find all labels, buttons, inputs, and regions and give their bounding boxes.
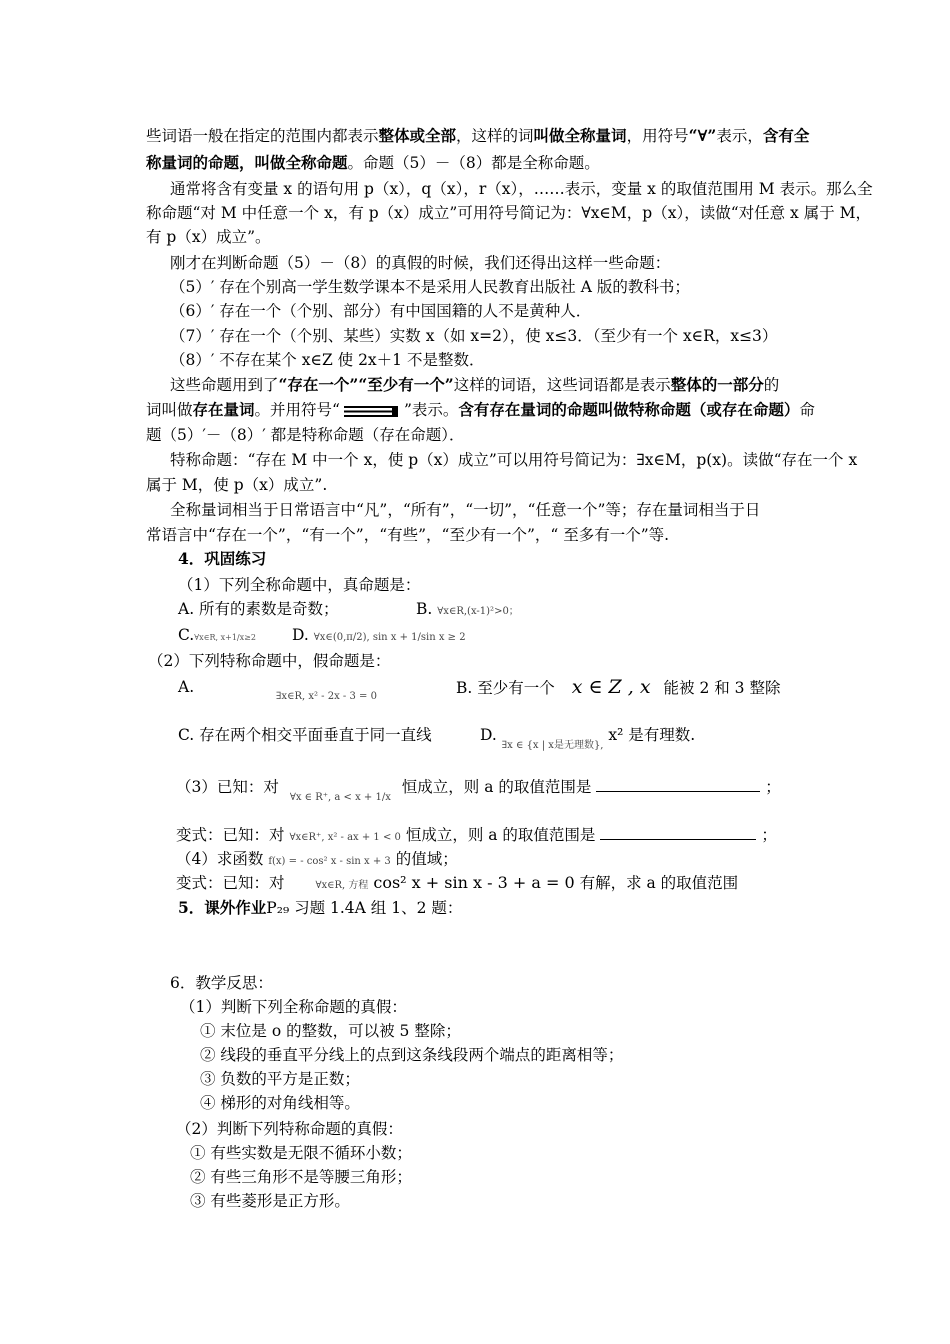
para-notation-line3: 有 p（x）成立”。 <box>146 228 271 246</box>
text: 。命题（5）－（8）都是全称命题。 <box>347 154 600 172</box>
text: ； <box>761 826 777 844</box>
math-formula: ∀x∈R, x+1/x≥2 <box>194 633 256 642</box>
exercise-2-option-b <box>456 676 780 699</box>
text: 表示， <box>716 127 763 145</box>
text: ”表示。 <box>403 401 459 419</box>
exercise-2-option-c: C. 存在两个相交平面垂直于同一直线 <box>178 726 432 744</box>
math-formula: f(x) = - cos² x - sin x + 3 <box>268 856 391 867</box>
exercise-1-option-c <box>178 624 256 649</box>
bold-term: 含有存在量词的命题叫做特称命题（或存在命题） <box>458 400 800 419</box>
para-quantifier-words-line1: 全称量词相当于日常语言中“凡”，“所有”，“一切”，“任意一个”等；存在量词相当于日 <box>170 501 761 519</box>
text: 些词语一般在指定的范围内都表示 <box>146 127 379 145</box>
para-quantifier-words-line2: 常语言中“存在一个”，“有一个”，“有些”，“至少有一个”，“ 至多有一个”等. <box>146 526 670 544</box>
exercise-1-option-d <box>292 624 466 649</box>
answer-blank[interactable] <box>600 825 756 840</box>
section-title: 5．课外作业 <box>178 898 267 917</box>
reflection-item: ② 有些三角形不是等腰三角形； <box>190 1168 412 1186</box>
para-particular-line2: 属于 M，使 p（x）成立”. <box>146 476 328 494</box>
section-5-homework <box>178 897 462 919</box>
math-formula: cos² x + sin x - 3 + a = 0 <box>373 873 575 892</box>
example-5: （5）′ 存在个别高一学生数学课本不是采用人民教育出版社 A 版的教科书； <box>170 278 690 296</box>
reflection-item: ③ 负数的平方是正数； <box>200 1070 360 1088</box>
para-universal-line1 <box>146 125 809 147</box>
section-6-title: 6．教学反思： <box>170 974 273 992</box>
bold-term: 存在量词 <box>192 400 255 419</box>
example-6: （6）′ 存在一个（个别、部分）有中国国籍的人不是黄种人． <box>170 302 592 320</box>
math-formula: ∀x∈R,(x-1)²>0； <box>437 606 519 617</box>
text: 。并用符号“ <box>254 401 340 419</box>
exercise-2-option-a-formula: ∃x∈R, x² - 2x - 3 = 0 <box>276 691 377 702</box>
text: ，用符号 <box>626 127 689 145</box>
para-existential-line3: 题（5）′－（8）′ 都是特称命题（存在命题）． <box>146 426 465 444</box>
option-label: B. <box>416 600 433 618</box>
answer-blank[interactable] <box>596 777 760 792</box>
text: ； <box>765 778 781 796</box>
bold-term: 含有全 <box>762 126 810 145</box>
text: 能被 2 和 3 整除 <box>663 679 781 697</box>
exercise-2-option-d <box>480 724 695 749</box>
math-formula: ∀x∈(0,π/2), sin x + 1/sin x ≥ 2 <box>313 632 466 643</box>
para-existential-line2 <box>146 399 815 421</box>
exercise-2-option-a-label: A. <box>178 678 195 696</box>
text: 命 <box>799 401 815 419</box>
para-notation-line2: 称命题“对 M 中任意一个 x，有 p（x）成立”可用符号简记为：∀x∈M，p（x），读做“对任意 x 属于 M， <box>146 204 872 222</box>
reflection-question-2: （2）判断下列特称命题的真假： <box>176 1120 403 1138</box>
exercise-1-option-b <box>416 598 519 623</box>
math-formula: ∀x∈R, 方程 <box>315 880 369 891</box>
reflection-item: ① 有些实数是无限不循环小数； <box>190 1144 412 1162</box>
section-title: 4．巩固练习 <box>178 549 267 568</box>
text: 的 <box>763 376 780 394</box>
text: （4）求函数 <box>176 850 264 868</box>
section-4-title <box>178 548 266 570</box>
option-label: D. <box>292 626 309 644</box>
bold-term: 整体或全部 <box>378 126 457 145</box>
text: x² 是有理数. <box>608 726 696 744</box>
exercise-4 <box>176 848 458 873</box>
option-label: C. <box>178 626 195 644</box>
reflection-question-1: （1）判断下列全称命题的真假： <box>180 998 407 1016</box>
text: 恒成立，则 a 的取值范围是 <box>405 826 596 844</box>
forall-symbol: “∀” <box>688 126 717 145</box>
text: P₂₉ 习题 1.4A 组 1、2 题： <box>266 899 463 917</box>
example-7: （7）′ 存在一个（个别、某些）实数 x（如 x=2），使 x≤3．（至少有一个 x∈R，x≤3） <box>170 327 778 345</box>
exists-symbol-icon <box>344 406 400 417</box>
math-formula: x ∈ Z , x <box>571 676 651 698</box>
text: 变式：已知：对 <box>176 874 285 892</box>
example-8: （8）′ 不存在某个 x∈Z 使 2x＋1 不是整数． <box>170 351 485 369</box>
para-existential-line1 <box>170 374 779 396</box>
exercise-1-option-a: A. 所有的素数是奇数； <box>178 600 339 618</box>
text: 这样的词语，这些词语都是表示 <box>453 376 671 394</box>
reflection-item: ④ 梯形的对角线相等。 <box>200 1094 360 1112</box>
text: ，这样的词 <box>456 127 534 145</box>
reflection-item: ① 末位是 o 的整数，可以被 5 整除； <box>200 1022 461 1040</box>
text: 变式：已知：对 <box>176 826 285 844</box>
math-formula: ∀x ∈ R⁺, a < x + 1/x <box>289 792 391 803</box>
text: 恒成立，则 a 的取值范围是 <box>401 778 592 796</box>
bold-term: 叫做全称量词 <box>533 126 627 145</box>
text: 词叫做 <box>146 401 193 419</box>
text: （3）已知：对 <box>176 778 279 796</box>
reflection-item: ③ 有些菱形是正方形。 <box>190 1192 350 1210</box>
reflection-item: ② 线段的垂直平分线上的点到这条线段两个端点的距离相等； <box>200 1046 624 1064</box>
variant-2 <box>176 872 738 897</box>
exercise-1-question: （1）下列全称命题中，真命题是： <box>178 576 421 594</box>
math-formula: ∃x ∈ {x | x是无理数}, <box>501 740 604 751</box>
text: 有解，求 a 的取值范围 <box>579 874 739 892</box>
text: B. 至少有一个 <box>456 679 555 697</box>
math-formula: ∀x∈R⁺, x² - ax + 1 < 0 <box>289 832 401 843</box>
bold-term: “存在一个”“至少有一个” <box>278 375 454 394</box>
exercise-3 <box>176 776 781 801</box>
para-particular-line1: 特称命题：“存在 M 中一个 x，使 p（x）成立”可以用符号简记为：∃x∈M，p(x)。读做“存在一个 x <box>170 451 858 469</box>
exercise-2-question: （2）下列特称命题中，假命题是： <box>148 652 391 670</box>
para-universal-line2 <box>146 152 600 174</box>
para-notation-line1: 通常将含有变量 x 的语句用 p（x），q（x），r（x），……表示，变量 x 的取值范围用 M 表示。那么全 <box>170 180 873 198</box>
variant-1 <box>176 824 777 849</box>
bold-term: 整体的一部分 <box>670 375 764 394</box>
para-examples-intro: 刚才在判断命题（5）－（8）的真假的时候，我们还得出这样一些命题： <box>170 254 671 272</box>
option-label: D. <box>480 726 497 744</box>
text: 这些命题用到了 <box>170 376 279 394</box>
bold-term: 称量词的命题，叫做全称命题 <box>146 153 348 172</box>
text: 的值域； <box>395 850 458 868</box>
